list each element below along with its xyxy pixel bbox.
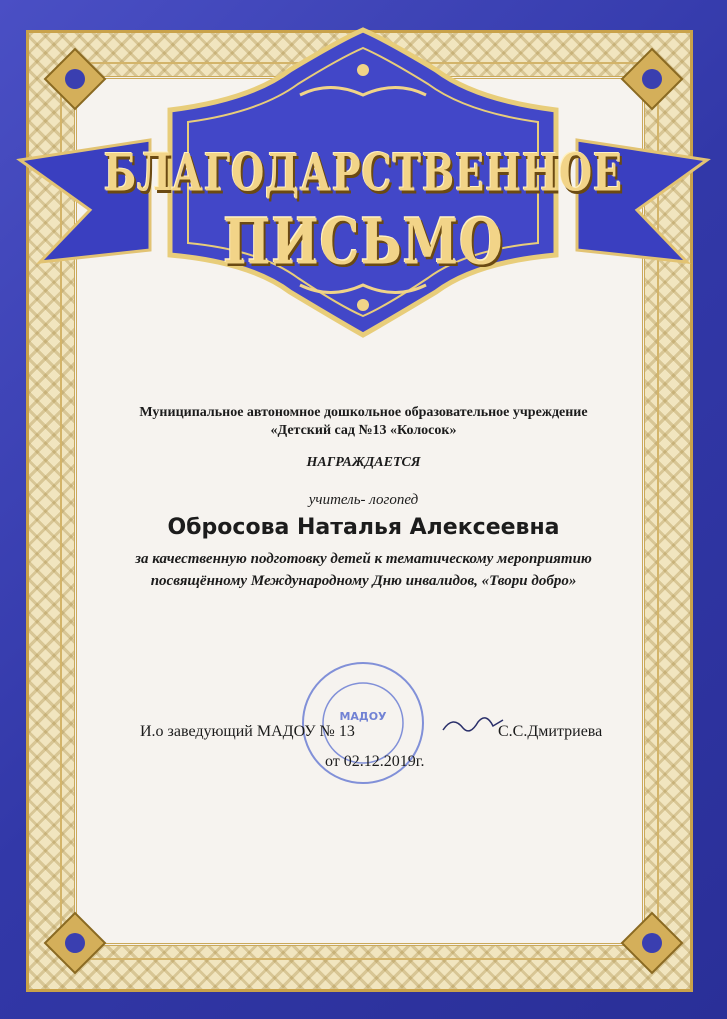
issue-date: от 02.12.2019г. <box>325 753 425 770</box>
awarded-label: НАГРАЖДАЕТСЯ <box>306 455 421 470</box>
certificate-title-line2: ПИСЬМО <box>223 204 504 279</box>
signatory-title: И.о заведующий МАДОУ № 13 <box>140 723 355 740</box>
organization-line2: «Детский сад №13 «Колосок» <box>270 423 457 438</box>
award-reason <box>0 548 727 592</box>
award-reason-line2: посвящённому Международному Дню инвалидов, «Твори добро» <box>150 573 577 589</box>
organization-name <box>0 404 727 440</box>
recipient-position: учитель- логопед <box>308 492 419 508</box>
recipient-name: Обросова Наталья Алексеевна <box>167 515 560 540</box>
organization-line1: Муниципальное автономное дошкольное образовательное учреждение <box>139 405 588 420</box>
stamp-center-text: МАДОУ <box>339 710 387 723</box>
corner-ornament-bottom-left-icon <box>40 908 110 978</box>
corner-ornament-bottom-right-icon <box>617 908 687 978</box>
signatory-name: С.С.Дмитриева <box>498 723 603 740</box>
award-reason-line1: за качественную подготовку детей к тематическому мероприятию <box>135 551 592 567</box>
certificate-title-line1: БЛАГОДАРСТВЕННОЕ <box>103 142 624 203</box>
